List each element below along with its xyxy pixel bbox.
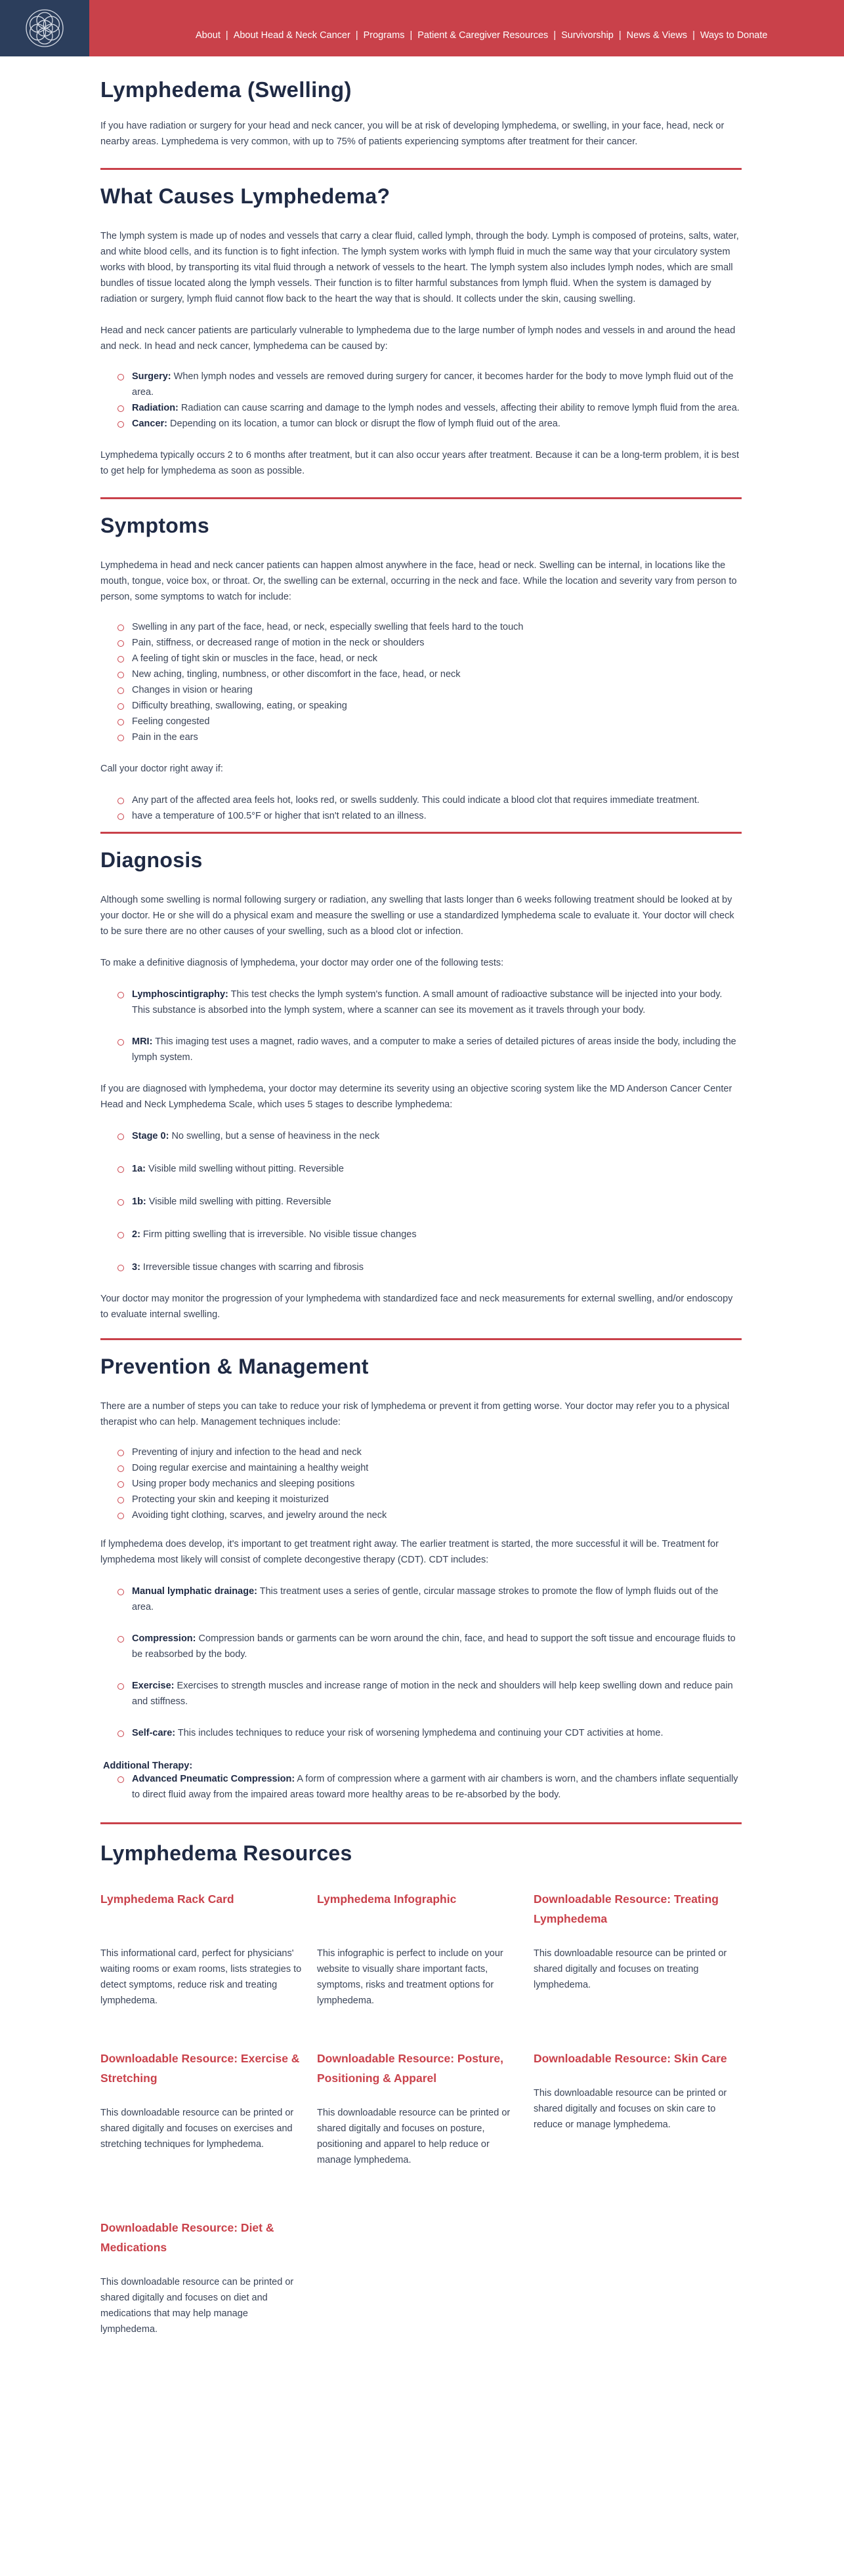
resource-description: This downloadable resource can be printed or shared digitally and focuses on diet and medications that may help manage lymphedema. xyxy=(100,2277,294,2335)
list-item: Avoiding tight clothing, scarves, and jewelry around the neck xyxy=(100,1507,742,1523)
list-item: A feeling of tight skin or muscles in the face, head, or neck xyxy=(100,651,742,666)
diagnosis-paragraph: Although some swelling is normal following surgery or radiation, any swelling that lasts longer than 6 weeks following treatment should be looked at by your doctor. He or she will do a physical exam and measure the swelling or use a standardized lymphedema scale to evaluate it. Your doctor will check to be sure there are no other causes of your swelling, such as a blood clot or infection. xyxy=(100,895,734,937)
resource-link[interactable]: Downloadable Resource: Posture, Positioning & Apparel xyxy=(317,2052,503,2085)
resource-link[interactable]: Lymphedema Infographic xyxy=(317,1892,457,1906)
list-item: Advanced Pneumatic Compression: A form of compression where a garment with air chambers is worn, and the chambers inflate sequentially to direct fluid away from the impaired areas toward more healthy areas to be re-absorbed by the body. xyxy=(100,1771,742,1803)
urgent-list xyxy=(100,792,742,824)
list-item: Cancer: Depending on its location, a tumor can block or disrupt the flow of lymph fluid out of the area. xyxy=(100,416,742,432)
resource-description: This downloadable resource can be printed or shared digitally and focuses on treating lymphedema. xyxy=(534,1948,727,1990)
list-item: 1a: Visible mild swelling without pitting. Reversible xyxy=(100,1161,742,1177)
nav-news-views[interactable]: News & Views xyxy=(626,30,688,41)
stages-list xyxy=(100,1128,742,1275)
tests-list xyxy=(100,987,742,1065)
list-item: Difficulty breathing, swallowing, eating, or speaking xyxy=(100,698,742,714)
nav-programs[interactable]: Programs xyxy=(363,30,405,41)
causes-title: What Causes Lymphedema? xyxy=(100,184,390,208)
list-item: New aching, tingling, numbness, or other discomfort in the face, head, or neck xyxy=(100,666,742,682)
section-divider xyxy=(100,1338,742,1340)
nav-about-head-neck-cancer[interactable]: About Head & Neck Cancer xyxy=(233,30,350,41)
resource-card xyxy=(100,2218,304,2337)
nav-patient-caregiver-resources[interactable]: Patient & Caregiver Resources xyxy=(417,30,549,41)
section-divider xyxy=(100,832,742,834)
causes-list xyxy=(100,369,742,432)
list-item: Pain in the ears xyxy=(100,729,742,745)
nav-separator: | xyxy=(225,30,228,41)
resource-card xyxy=(534,2049,737,2218)
list-item: MRI: This imaging test uses a magnet, radio waves, and a computer to make a series of detailed pictures of areas inside the body, including the lymph system. xyxy=(100,1034,742,1065)
flower-of-life-logo-icon xyxy=(22,5,68,51)
symptoms-list xyxy=(100,619,742,745)
resource-card xyxy=(317,1889,520,2049)
symptoms-paragraph: Lymphedema in head and neck cancer patients can happen almost anywhere in the face, head or neck. Swelling can be internal, in locations like the mouth, tongue, voice box, or throat. Or, the swelling can be external, occurring in the neck and face. While the location and severity vary from person to person, some symptoms to watch for include: xyxy=(100,560,737,602)
resource-card xyxy=(100,1889,304,2049)
list-item: Swelling in any part of the face, head, or neck, especially swelling that feels hard to the touch xyxy=(100,619,742,635)
list-item: Self-care: This includes techniques to reduce your risk of worsening lymphedema and continuing your CDT activities at home. xyxy=(100,1725,742,1741)
additional-therapy-list xyxy=(100,1771,742,1803)
nav-ways-to-donate[interactable]: Ways to Donate xyxy=(700,30,768,41)
section-divider xyxy=(100,497,742,499)
resource-description: This infographic is perfect to include on your website to visually share important facts, symptoms, risks and treatment options for lymphedema. xyxy=(317,1948,503,2006)
list-item: 1b: Visible mild swelling with pitting. Reversible xyxy=(100,1194,742,1210)
list-item: Exercise: Exercises to strength muscles and increase range of motion in the neck and shoulders will help keep swelling down and reduce pain and stiffness. xyxy=(100,1678,742,1709)
nav-separator: | xyxy=(553,30,557,41)
causes-paragraph: Lymphedema typically occurs 2 to 6 months after treatment, but it can also occur years after treatment. Because it can be a long-term problem, it is best to get help for lymphedema as soon as possible. xyxy=(100,450,740,476)
resource-link[interactable]: Downloadable Resource: Exercise & Stretching xyxy=(100,2052,300,2085)
list-item: Changes in vision or hearing xyxy=(100,682,742,698)
resource-description: This downloadable resource can be printed or shared digitally and focuses on posture, positioning and apparel to help reduce or manage lymphedema. xyxy=(317,2108,511,2165)
resource-link[interactable]: Downloadable Resource: Treating Lymphedema xyxy=(534,1892,719,1925)
causes-paragraph: The lymph system is made up of nodes and vessels that carry a clear fluid, called lymph, through the body. Lymph is composed of proteins, salts, water, and white blood cells, and its function is to fight infection. The lymph system works with lymph fluid in much the same way that your circulatory system works with blood, by transporting its vital fluid through a network of vessels to the heart. The lymph system also includes lymph nodes, which are small bundles of tissue located along the lymph vessels. Their function is to filter harmful substances from lymph fluid. When the system is damaged by radiation or surgery, lymph fluid cannot flow back to the heart the way that is should. It collects under the skin, causing swelling. xyxy=(100,231,739,304)
section-divider xyxy=(100,168,742,170)
diagnosis-paragraph: If you are diagnosed with lymphedema, your doctor may determine its severity using an objective scoring system like the MD Anderson Cancer Center Head and Neck Lymphedema Scale, which uses 5 stages to describe lymphedema: xyxy=(100,1084,732,1110)
diagnosis-paragraph: Your doctor may monitor the progression of your lymphedema with standardized face and neck measurements for external swelling, and/or endoscopy to evaluate internal swelling. xyxy=(100,1294,733,1320)
site-logo[interactable] xyxy=(0,0,89,56)
list-item: Lymphoscintigraphy: This test checks the lymph system's function. A small amount of radioactive substance will be injected into your body. This substance is absorbed into the lymph system, where a scanner can see its movement as it travels through your body. xyxy=(100,987,742,1018)
nav-separator: | xyxy=(410,30,413,41)
list-item: Surgery: When lymph nodes and vessels are removed during surgery for cancer, it becomes harder for the body to move lymph fluid out of the area. xyxy=(100,369,742,400)
resource-link[interactable]: Downloadable Resource: Diet & Medications xyxy=(100,2221,274,2254)
resource-link[interactable]: Downloadable Resource: Skin Care xyxy=(534,2052,727,2065)
call-doctor-text: Call your doctor right away if: xyxy=(100,764,223,774)
diagnosis-paragraph: To make a definitive diagnosis of lymphedema, your doctor may order one of the following tests: xyxy=(100,958,504,968)
nav-separator: | xyxy=(692,30,695,41)
site-header xyxy=(0,0,844,56)
resource-card xyxy=(100,2049,304,2218)
list-item: Compression: Compression bands or garments can be worn around the chin, face, and head to support the soft tissue and encourage fluids to be reabsorbed by the body. xyxy=(100,1631,742,1662)
page-title: Lymphedema (Swelling) xyxy=(100,77,352,102)
resource-description: This downloadable resource can be printed or shared digitally and focuses on skin care to reduce or manage lymphedema. xyxy=(534,2088,727,2130)
list-item: Pain, stiffness, or decreased range of motion in the neck or shoulders xyxy=(100,635,742,651)
intro-paragraph: If you have radiation or surgery for your head and neck cancer, you will be at risk of developing lymphedema, or swelling, in your face, head, neck or nearby areas. Lymphedema is very common, with up to 75% of patients experiencing symptoms after treatment for their cancer. xyxy=(100,121,725,147)
list-item: have a temperature of 100.5°F or higher that isn't related to an illness. xyxy=(100,808,742,824)
cdt-list xyxy=(100,1584,742,1741)
list-item: Stage 0: No swelling, but a sense of heaviness in the neck xyxy=(100,1128,742,1144)
symptoms-title: Symptoms xyxy=(100,514,209,537)
list-item: Feeling congested xyxy=(100,714,742,729)
resource-link[interactable]: Lymphedema Rack Card xyxy=(100,1892,234,1906)
list-item: Doing regular exercise and maintaining a healthy weight xyxy=(100,1460,742,1476)
nav-separator: | xyxy=(355,30,358,41)
list-item: Any part of the affected area feels hot, looks red, or swells suddenly. This could indicate a blood clot that requires immediate treatment. xyxy=(100,792,742,808)
prevention-paragraph: If lymphedema does develop, it's important to get treatment right away. The earlier treatment is started, the more successful it will be. Treatment for lymphedema most likely will consist of complete decongestive therapy (CDT). CDT includes: xyxy=(100,1539,719,1565)
causes-paragraph: Head and neck cancer patients are particularly vulnerable to lymphedema due to the large number of lymph nodes and vessels in and around the head and neck. In head and neck cancer, lymphedema can be caused by: xyxy=(100,325,736,352)
resources-grid xyxy=(100,1889,742,2337)
resources-title: Lymphedema Resources xyxy=(100,1841,352,1865)
prevention-paragraph: There are a number of steps you can take to reduce your risk of lymphedema or prevent it from getting worse. Your doctor may refer you to a physical therapist who can help. Management techniques include: xyxy=(100,1401,730,1427)
list-item: Radiation: Radiation can cause scarring and damage to the lymph nodes and vessels, affecting their ability to remove lymph fluid from the area. xyxy=(100,400,742,416)
list-item: Protecting your skin and keeping it moisturized xyxy=(100,1492,742,1507)
resource-card xyxy=(317,2049,520,2218)
diagnosis-title: Diagnosis xyxy=(100,848,203,872)
resource-card xyxy=(534,1889,737,2049)
nav-separator: | xyxy=(618,30,622,41)
section-divider xyxy=(100,1822,742,1824)
nav-about[interactable]: About xyxy=(196,30,221,41)
list-item: Using proper body mechanics and sleeping positions xyxy=(100,1476,742,1492)
list-item: Preventing of injury and infection to the head and neck xyxy=(100,1444,742,1460)
prevention-title: Prevention & Management xyxy=(100,1355,369,1378)
resource-description: This downloadable resource can be printed or shared digitally and focuses on exercises and stretching techniques for lymphedema. xyxy=(100,2108,294,2150)
nav-survivorship[interactable]: Survivorship xyxy=(561,30,614,41)
main-content xyxy=(100,56,742,2337)
list-item: 2: Firm pitting swelling that is irreversible. No visible tissue changes xyxy=(100,1227,742,1242)
list-item: 3: Irreversible tissue changes with scarring and fibrosis xyxy=(100,1259,742,1275)
resource-description: This informational card, perfect for physicians' waiting rooms or exam rooms, lists strategies to detect symptoms, reduce risk and treating lymphedema. xyxy=(100,1948,302,2006)
additional-therapy-title: Additional Therapy: xyxy=(103,1761,193,1771)
prevention-list xyxy=(100,1444,742,1523)
main-nav xyxy=(196,30,844,41)
list-item: Manual lymphatic drainage: This treatment uses a series of gentle, circular massage strokes to promote the flow of lymph fluids out of the area. xyxy=(100,1584,742,1615)
